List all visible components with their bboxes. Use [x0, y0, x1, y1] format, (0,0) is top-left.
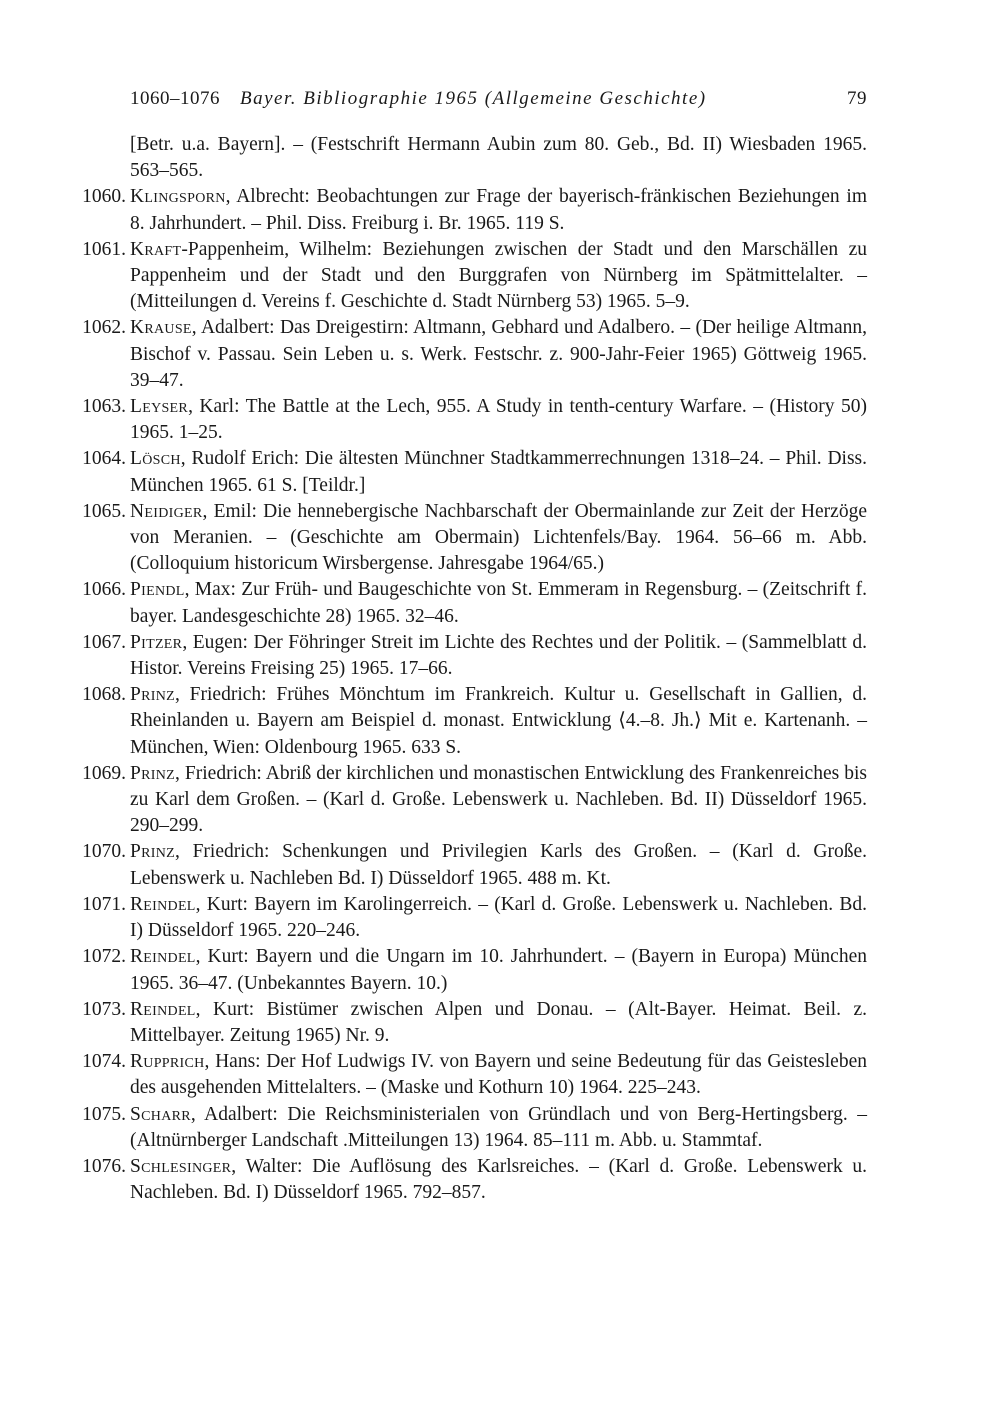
entry-text: , Friedrich: Frühes Mönchtum im Frankreich. Kultur u. Gesellschaft in Gallien, d. Rheinlanden u. Bayern am Beispiel d. monast. Entwicklung ⟨4.–8. Jh.⟩ Mit e. Kartenanh. – München, Wien: Oldenbourg 1965. 633 S.: [130, 684, 867, 758]
bibliography-entry: [82, 630, 867, 682]
entry-number: 1063.: [82, 396, 126, 418]
entry-number: 1068.: [82, 684, 126, 706]
author-surname: Prinz: [130, 841, 176, 863]
entry-number: 1076.: [82, 1155, 126, 1177]
entry-text: -Pappenheim, Wilhelm: Beziehungen zwischen der Stadt und den Marschällen zu Pappenheim und der Stadt und den Burggrafen von Nürnberg im Spätmittelalter. – (Mitteilungen d. Vereins f. Geschichte d. Stadt Nürnberg 53) 1965. 5–9.: [130, 238, 867, 313]
entry-number: 1066.: [82, 579, 126, 601]
bibliography-entry: [82, 682, 867, 761]
entry-text: , Adalbert: Das Dreigestirn: Altmann, Gebhard und Adalbero. – (Der heilige Altmann, Bischof v. Passau. Sein Leben u. s. Werk. Festschr. z. 900-Jahr-Feier 1965) Göttweig 1965. 39–47.: [130, 317, 867, 391]
author-surname: Pitzer: [130, 631, 183, 653]
entry-number: 1069.: [82, 762, 126, 784]
author-surname: Krause: [130, 317, 192, 339]
entry-text: , Friedrich: Abriß der kirchlichen und monastischen Entwicklung des Frankenreiches bis zu Karl dem Großen. – (Karl d. Große. Lebenswerk u. Nachleben. Bd. II) Düsseldorf 1965. 290–299.: [130, 762, 867, 837]
bibliography-entry: [82, 892, 867, 944]
bibliography-entry: [82, 315, 867, 394]
page-number: 79: [847, 88, 867, 109]
running-title: Bayer. Bibliographie 1965 (Allgemeine Geschichte): [240, 88, 707, 109]
author-surname: Neidiger: [130, 500, 203, 522]
entry-text: , Kurt: Bistümer zwischen Alpen und Donau. – (Alt-Bayer. Heimat. Beil. z. Mittelbayer. Zeitung 1965) Nr. 9.: [130, 998, 867, 1046]
entry-number: 1067.: [82, 631, 126, 653]
entry-text: , Adalbert: Die Reichsministerialen von Gründlach und von Berg-Hertingsberg. – (Altnürnberger Landschaft .Mitteilungen 13) 1964. 85–111 m. Abb. u. Stammtaf.: [130, 1103, 867, 1151]
entries: [82, 184, 867, 1206]
bibliography-entry: [82, 237, 867, 316]
bibliography-entry: [82, 997, 867, 1049]
entry-number: 1071.: [82, 893, 126, 915]
author-surname: Kraft: [130, 238, 182, 260]
bibliography-list: [82, 132, 867, 1206]
entry-text: , Walter: Die Auflösung des Karlsreiches. – (Karl d. Große. Lebenswerk u. Nachleben. Bd. I) Düsseldorf 1965. 792–857.: [130, 1155, 867, 1204]
author-surname: Klingsporn: [130, 186, 226, 208]
bibliography-entry: [82, 1049, 867, 1101]
author-surname: Leyser: [130, 396, 189, 418]
bibliography-entry: [82, 1102, 867, 1154]
bibliography-entry: [82, 761, 867, 840]
author-surname: Reindel: [130, 946, 196, 968]
entry-text: , Karl: The Battle at the Lech, 955. A Study in tenth-century Warfare. – (History 50) 1965. 1–25.: [130, 396, 867, 444]
entry-number: 1072.: [82, 946, 126, 968]
entry-number: 1060.: [82, 186, 126, 208]
author-surname: Prinz: [130, 684, 176, 706]
bibliography-entry: [82, 446, 867, 498]
entry-text: , Friedrich: Schenkungen und Privilegien Karls des Großen. – (Karl d. Große. Lebenswerk u. Nachleben Bd. I) Düsseldorf 1965. 488 m. Kt.: [130, 841, 867, 889]
entry-number: 1073.: [82, 998, 126, 1020]
author-surname: Scharr: [130, 1103, 191, 1125]
entry-number: 1074.: [82, 1051, 126, 1073]
entry-text: , Kurt: Bayern und die Ungarn im 10. Jahrhundert. – (Bayern in Europa) München 1965. 36–47. (Unbekanntes Bayern. 10.): [130, 946, 867, 994]
entry-text: , Rudolf Erich: Die ältesten Münchner Stadtkammerrechnungen 1318–24. – Phil. Diss. München 1965. 61 S. [Teildr.]: [130, 448, 867, 496]
entry-number: 1064.: [82, 448, 126, 470]
bibliography-entry: [82, 1154, 867, 1206]
entry-text: , Emil: Die hennebergische Nachbarschaft der Obermainlande zur Zeit der Herzöge von Meranien. – (Geschichte am Obermain) Lichtenfels/Bay. 1964. 56–66 m. Abb. (Colloquium historicum Wirsbergense. Jahresgabe 1964/65.): [130, 500, 867, 575]
entry-number: 1061.: [82, 238, 126, 260]
page: [82, 0, 867, 1419]
continued-entry: [Betr. u.a. Bayern]. – (Festschrift Hermann Aubin zum 80. Geb., Bd. II) Wiesbaden 1965. 563–565.: [130, 134, 867, 182]
entry-number: 1075.: [82, 1103, 126, 1125]
bibliography-entry: [82, 839, 867, 891]
bibliography-entry: [82, 394, 867, 446]
bibliography-entry: [82, 499, 867, 578]
author-surname: Lösch: [130, 448, 181, 470]
author-surname: Schlesinger: [130, 1155, 232, 1177]
bibliography-entry: [82, 577, 867, 629]
bibliography-entry: [82, 944, 867, 996]
entry-text: , Hans: Der Hof Ludwigs IV. von Bayern und seine Bedeutung für das Geistesleben des ausgehenden Mittelalters. – (Maske und Kothurn 10) 1964. 225–243.: [130, 1051, 867, 1099]
entry-range: 1060–1076: [130, 88, 220, 109]
entry-number: 1062.: [82, 317, 126, 339]
author-surname: Prinz: [130, 762, 176, 784]
author-surname: Reindel: [130, 998, 196, 1020]
entry-number: 1065.: [82, 500, 126, 522]
entry-text: , Albrecht: Beobachtungen zur Frage der bayerisch-fränkischen Beziehungen im 8. Jahrhundert. – Phil. Diss. Freiburg i. Br. 1965. 119 S.: [130, 186, 867, 234]
entry-number: 1070.: [82, 841, 126, 863]
author-surname: Rupprich: [130, 1051, 205, 1073]
entry-text: , Kurt: Bayern im Karolingerreich. – (Karl d. Große. Lebenswerk u. Nachleben. Bd. I) Düsseldorf 1965. 220–246.: [130, 893, 867, 942]
bibliography-entry: [82, 184, 867, 236]
author-surname: Reindel: [130, 893, 196, 915]
entry-text: , Max: Zur Früh- und Baugeschichte von St. Emmeram in Regensburg. – (Zeitschrift f. bayer. Landesgeschichte 28) 1965. 32–46.: [130, 579, 867, 627]
running-header: [130, 88, 867, 118]
entry-text: , Eugen: Der Föhringer Streit im Lichte des Rechtes und der Politik. – (Sammelblatt d. Histor. Vereins Freising 25) 1965. 17–66.: [130, 631, 867, 680]
author-surname: Piendl: [130, 579, 185, 601]
